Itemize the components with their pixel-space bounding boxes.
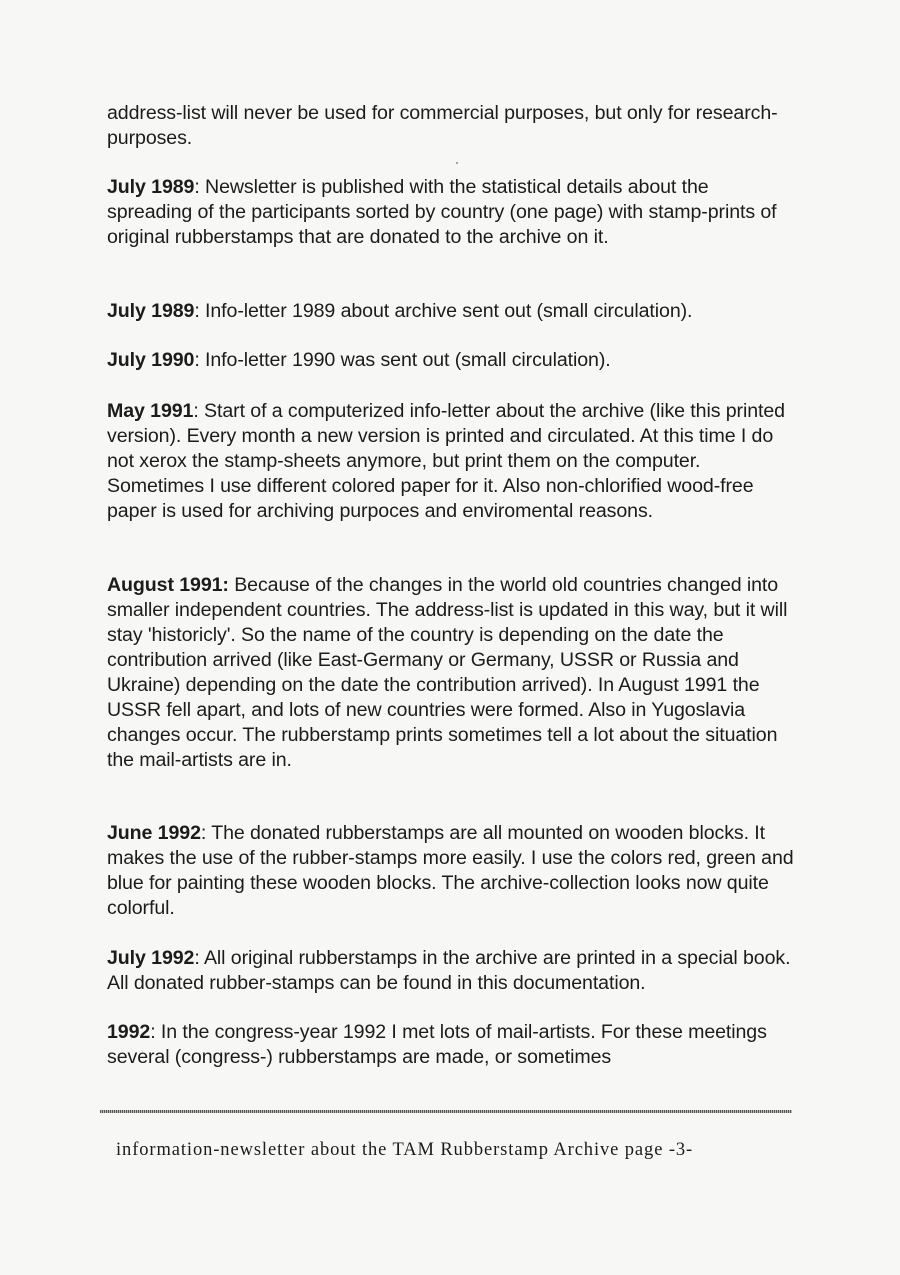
paragraph-text: address-list will never be used for commercial purposes, but only for research-purposes. bbox=[107, 102, 778, 149]
paragraph-june-1992 bbox=[107, 821, 797, 921]
paragraph-1992 bbox=[107, 1020, 797, 1070]
paragraph-text: : Info-letter 1989 about archive sent out (small circulation). bbox=[194, 300, 693, 322]
footer-divider bbox=[100, 1110, 792, 1113]
paragraph-july-1990 bbox=[107, 348, 797, 373]
paragraph-continuation bbox=[107, 101, 797, 151]
paragraph-text: : Newsletter is published with the statistical details about the spreading of the participants sorted by country (one page) with stamp-prints of original rubberstamps that are donated to the archive on it. bbox=[107, 176, 777, 248]
paragraph-date: July 1989 bbox=[107, 300, 195, 322]
paragraph-date: July 1990 bbox=[107, 349, 195, 371]
paragraph-may-1991 bbox=[107, 399, 797, 524]
paragraph-july-1989-newsletter bbox=[107, 175, 797, 250]
page-footer: information-newsletter about the TAM Rubberstamp Archive page -3- bbox=[116, 1140, 694, 1160]
paragraph-text: : The donated rubberstamps are all mounted on wooden blocks. It makes the use of the rubber-stamps more easily. I use the colors red, green and blue for painting these wooden blocks. The archive-collection looks now quite colorful. bbox=[107, 822, 794, 919]
paragraph-july-1992 bbox=[107, 946, 797, 996]
paragraph-august-1991 bbox=[107, 573, 797, 773]
paragraph-july-1989-infoletter bbox=[107, 299, 797, 324]
paragraph-text: : All original rubberstamps in the archive are printed in a special book. All donated rubber-stamps can be found in this documentation. bbox=[107, 947, 791, 994]
paragraph-text: : In the congress-year 1992 I met lots of mail-artists. For these meetings several (congress-) rubberstamps are made, or sometimes bbox=[107, 1021, 767, 1068]
paper-speck bbox=[456, 162, 458, 164]
paragraph-date: July 1989 bbox=[107, 176, 195, 198]
paragraph-text: Because of the changes in the world old countries changed into smaller independent countries. The address-list is updated in this way, but it will stay 'historicly'. So the name of the country is depending on the date the contribution arrived (like East-Germany or Germany, USSR or Russia and Ukraine) depending on the date the contribution arrived). In August 1991 the USSR fell apart, and lots of new countries were formed. Also in Yugoslavia changes occur. The rubberstamp prints sometimes tell a lot about the situation the mail-artists are in. bbox=[107, 574, 788, 771]
paragraph-date: August 1991: bbox=[107, 574, 229, 596]
paragraph-date: July 1992 bbox=[107, 947, 195, 969]
paragraph-text: : Start of a computerized info-letter about the archive (like this printed version). Every month a new version is printed and circulated. At this time I do not xerox the stamp-sheets anymore, but print them on the computer. Sometimes I use different colored paper for it. Also non-chlorified wood-free paper is used for archiving purpoces and enviromental reasons. bbox=[107, 400, 785, 522]
paragraph-text: : Info-letter 1990 was sent out (small circulation). bbox=[194, 349, 611, 371]
paragraph-date: June 1992 bbox=[107, 822, 201, 844]
paragraph-date: May 1991 bbox=[107, 400, 194, 422]
paragraph-date: 1992 bbox=[107, 1021, 151, 1043]
